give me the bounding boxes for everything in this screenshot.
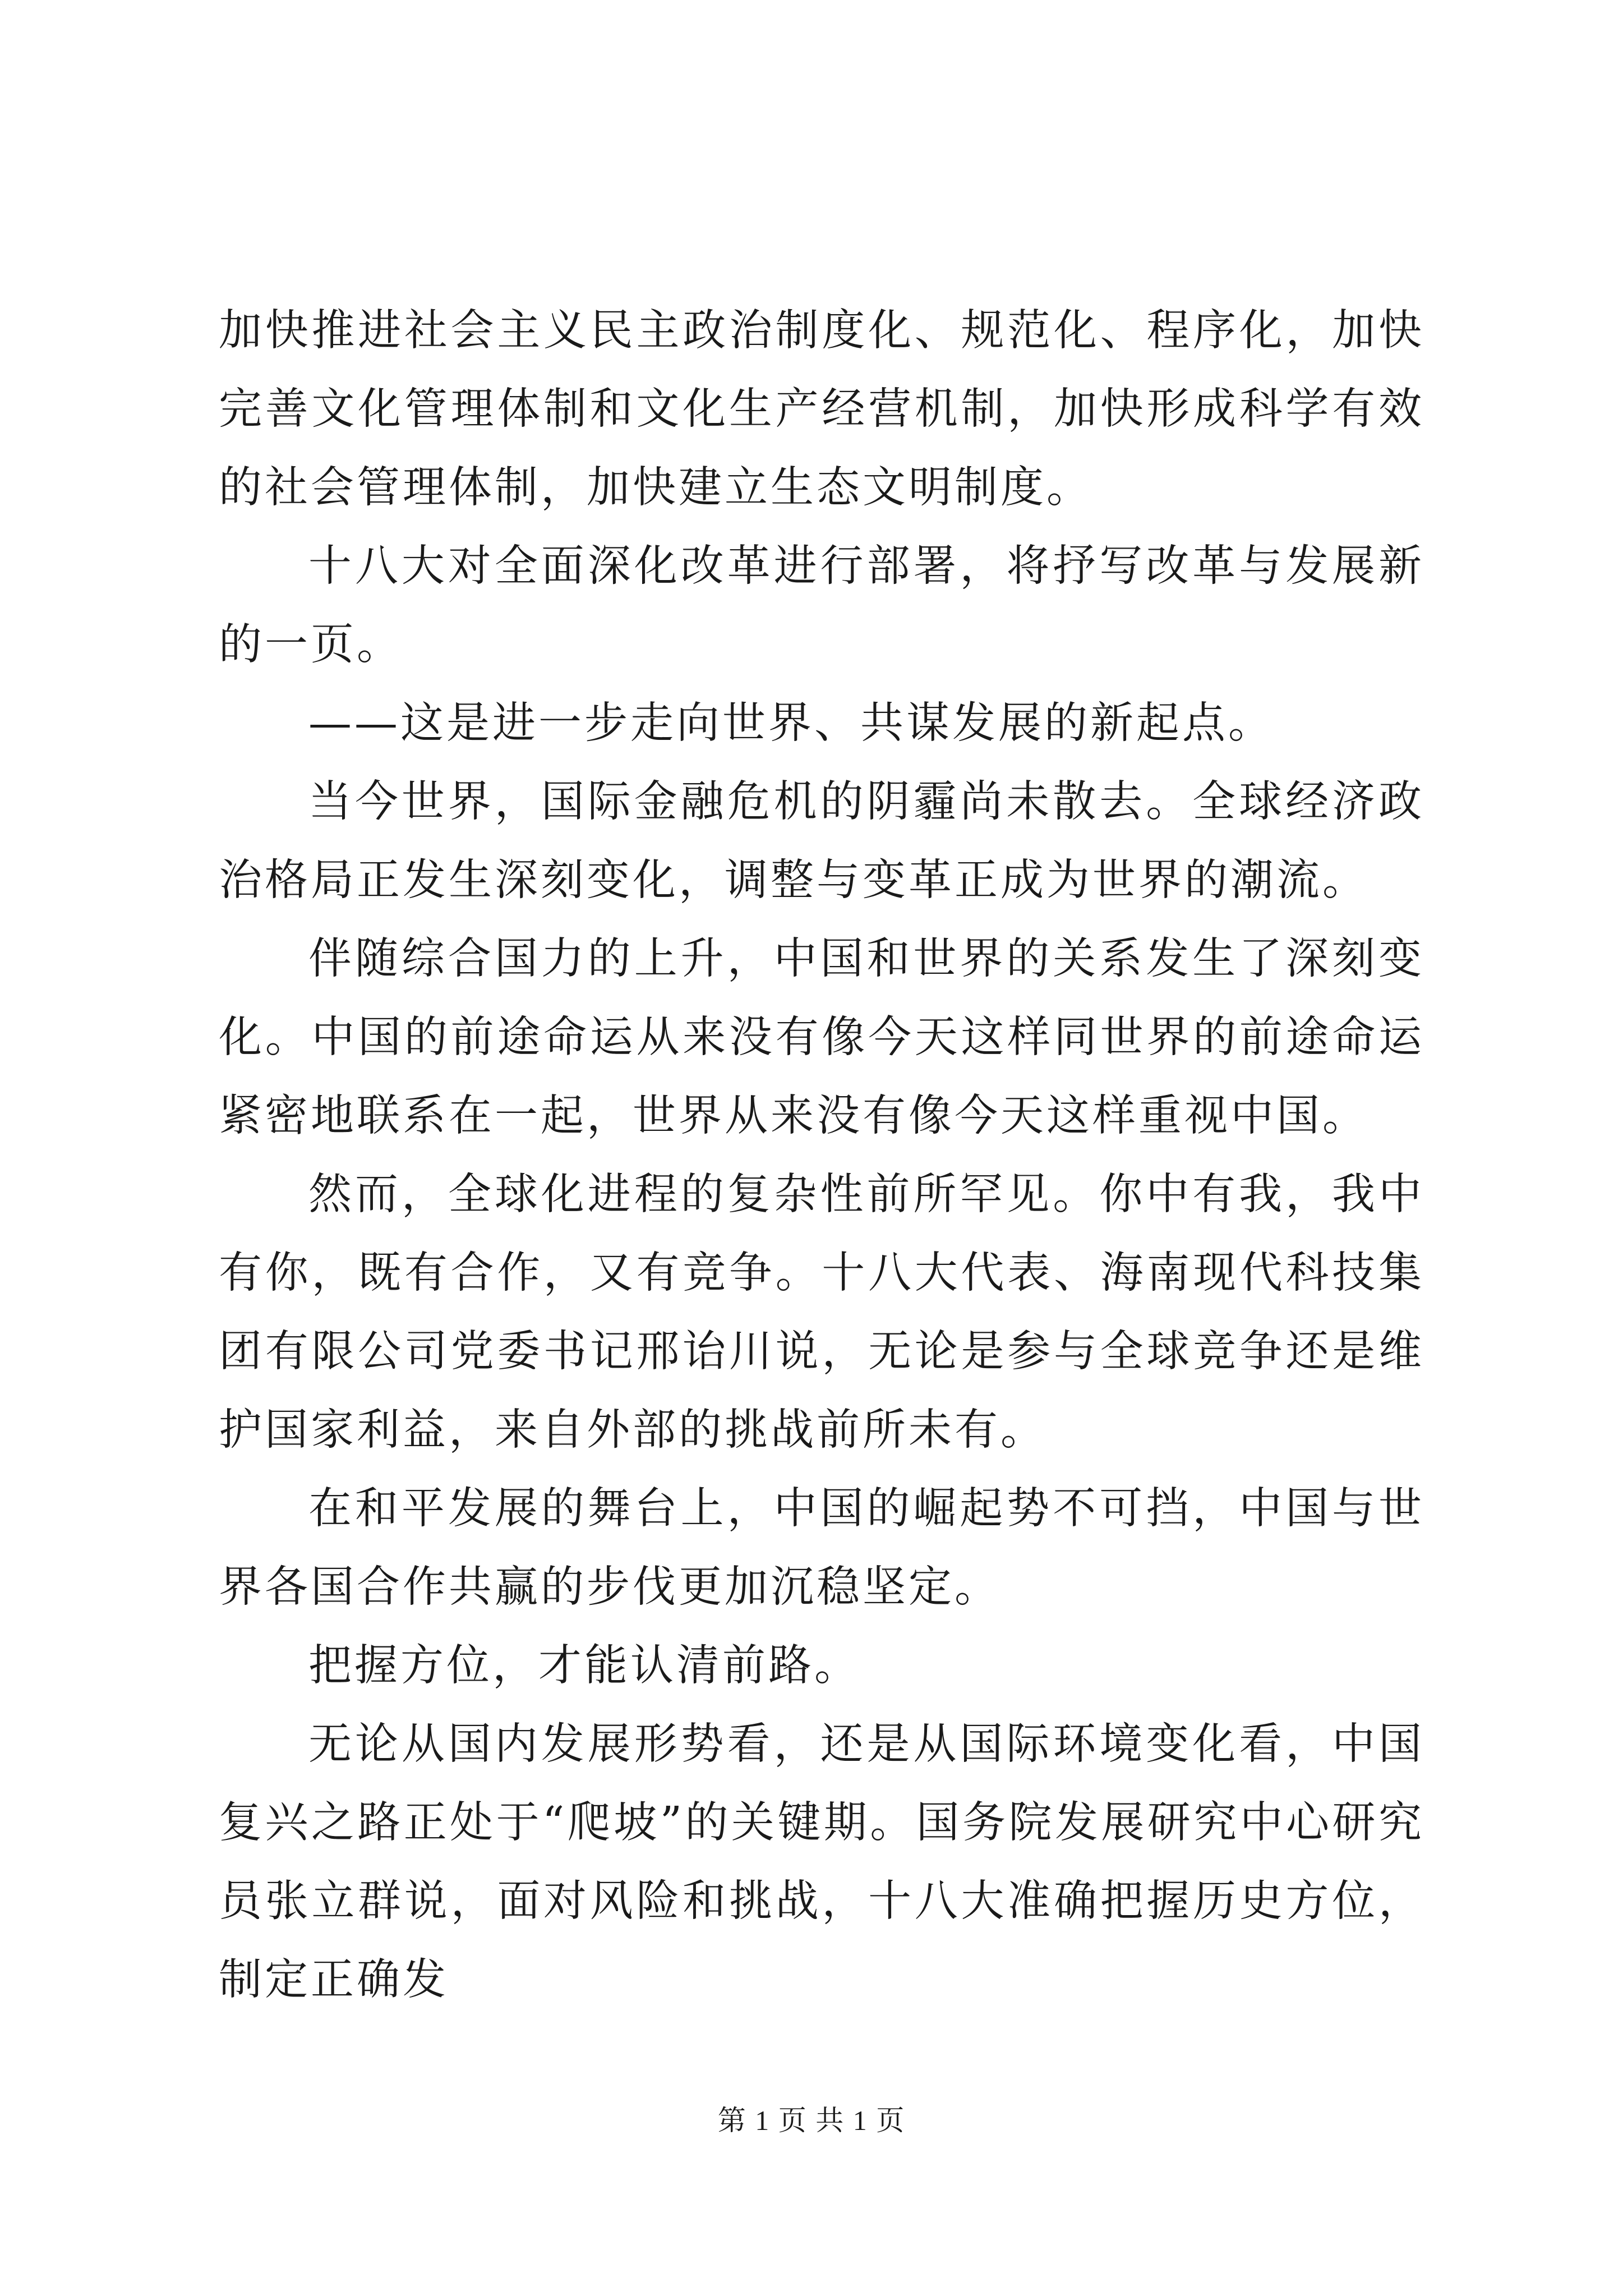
- page-footer: [0, 2098, 1623, 2138]
- paragraph: ——这是进一步走向世界、共谋发展的新起点。: [308, 698, 1274, 748]
- paragraph-continued: 加快推进社会主义民主政治制度化、规范化、程序化，加快完善文化管理体制和文化生产经营机制，加快形成科学有效的社会管理体制，加快建立生态文明制度。: [219, 306, 1424, 513]
- paragraph: 在和平发展的舞台上，中国的崛起势不可挡，中国与世界各国合作共赢的步伐更加沉稳坚定。: [219, 1484, 1424, 1612]
- paragraph: 把握方位，才能认清前路。: [308, 1641, 860, 1691]
- paragraph: 无论从国内发展形势看，还是从国际环境变化看，中国复兴之路正处于“爬坡”的关键期。国务院发展研究中心研究员张立群说，面对风险和挑战，十八大准确把握历史方位，制定正确发: [219, 1719, 1424, 2005]
- document-body: [219, 292, 1424, 2019]
- paragraph: 伴随综合国力的上升，中国和世界的关系发生了深刻变化。中国的前途命运从来没有像今天这样同世界的前途命运紧密地联系在一起，世界从来没有像今天这样重视中国。: [219, 934, 1424, 1141]
- paragraph: 当今世界，国际金融危机的阴霾尚未散去。全球经济政治格局正发生深刻变化，调整与变革正成为世界的潮流。: [219, 777, 1424, 905]
- paragraph: 然而，全球化进程的复杂性前所罕见。你中有我，我中有你，既有合作，又有竞争。十八大代表、海南现代科技集团有限公司党委书记邢诒川说，无论是参与全球竞争还是维护国家利益，来自外部的挑战前所未有。: [219, 1170, 1424, 1455]
- page-number-label: 第 1 页 共 1 页: [717, 2105, 906, 2136]
- paragraph: 十八大对全面深化改革进行部署，将抒写改革与发展新的一页。: [219, 541, 1424, 670]
